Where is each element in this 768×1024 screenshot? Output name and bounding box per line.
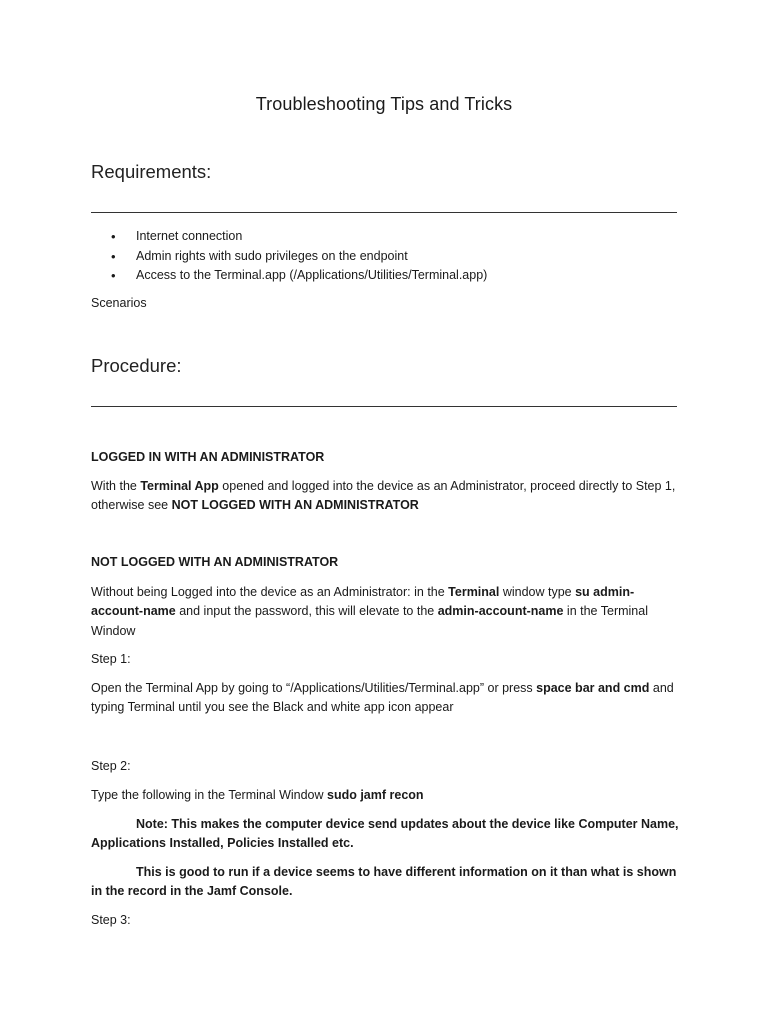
step-3-label: Step 3: — [91, 913, 131, 927]
step-1-paragraph — [91, 679, 683, 718]
step-2-paragraph — [91, 786, 683, 805]
logged-in-heading: LOGGED IN WITH AN ADMINISTRATOR — [91, 450, 325, 464]
text-run: Without being Logged into the device as an Administrator: in the — [91, 585, 449, 599]
procedure-divider — [91, 406, 677, 407]
text-run: window type — [499, 585, 576, 599]
step-2-tip: This is good to run if a device seems to have different information on it than what is shown in the record in the Jamf Console. — [91, 865, 677, 899]
step-1-label: Step 1: — [91, 652, 131, 666]
requirements-list — [111, 227, 487, 286]
list-item: • Admin rights with sudo privileges on the endpoint — [111, 247, 487, 267]
page-title: Troubleshooting Tips and Tricks — [255, 94, 513, 114]
su-command: su admin-account-name — [91, 585, 635, 619]
text-run: in the Terminal Window — [91, 604, 648, 638]
text-run: and input the password, this will elevate to the — [175, 604, 438, 619]
terminal-app-emphasis: Terminal App — [140, 479, 219, 493]
terminal-emphasis: Terminal — [448, 585, 500, 599]
requirements-heading: Requirements: — [91, 161, 212, 182]
admin-account-emphasis: admin-account-name — [437, 604, 564, 619]
not-logged-heading: NOT LOGGED WITH AN ADMINISTRATOR — [91, 555, 339, 569]
not-logged-paragraph — [91, 583, 683, 641]
requirements-divider — [91, 212, 677, 213]
text-run: and typing Terminal until you see the Black and white app icon appear — [91, 681, 674, 715]
scenarios-text: Scenarios — [91, 296, 147, 310]
list-item: • Access to the Terminal.app (/Applications/Utilities/Terminal.app) — [111, 266, 487, 286]
list-item: • Internet connection — [111, 227, 487, 247]
text-run: With the — [91, 479, 141, 493]
procedure-heading: Procedure: — [91, 355, 182, 376]
not-logged-reference: NOT LOGGED WITH AN ADMINISTRATOR — [171, 498, 419, 513]
text-run: Open the Terminal App by going to “/Applications/Utilities/Terminal.app” or press — [91, 681, 537, 695]
shortcut-emphasis: space bar and cmd — [536, 681, 650, 695]
text-run: opened and logged into the device as an Administrator, proceed directly to Step 1, otherwise see — [91, 479, 676, 513]
step-2-label: Step 2: — [91, 759, 131, 773]
recon-command: sudo jamf recon — [327, 788, 424, 802]
text-run: Type the following in the Terminal Window — [91, 788, 327, 802]
step-2-note: Note: This makes the computer device send updates about the device like Computer Name, Applications Installed, Policies Installed etc. — [91, 817, 679, 851]
logged-in-paragraph — [91, 477, 683, 516]
